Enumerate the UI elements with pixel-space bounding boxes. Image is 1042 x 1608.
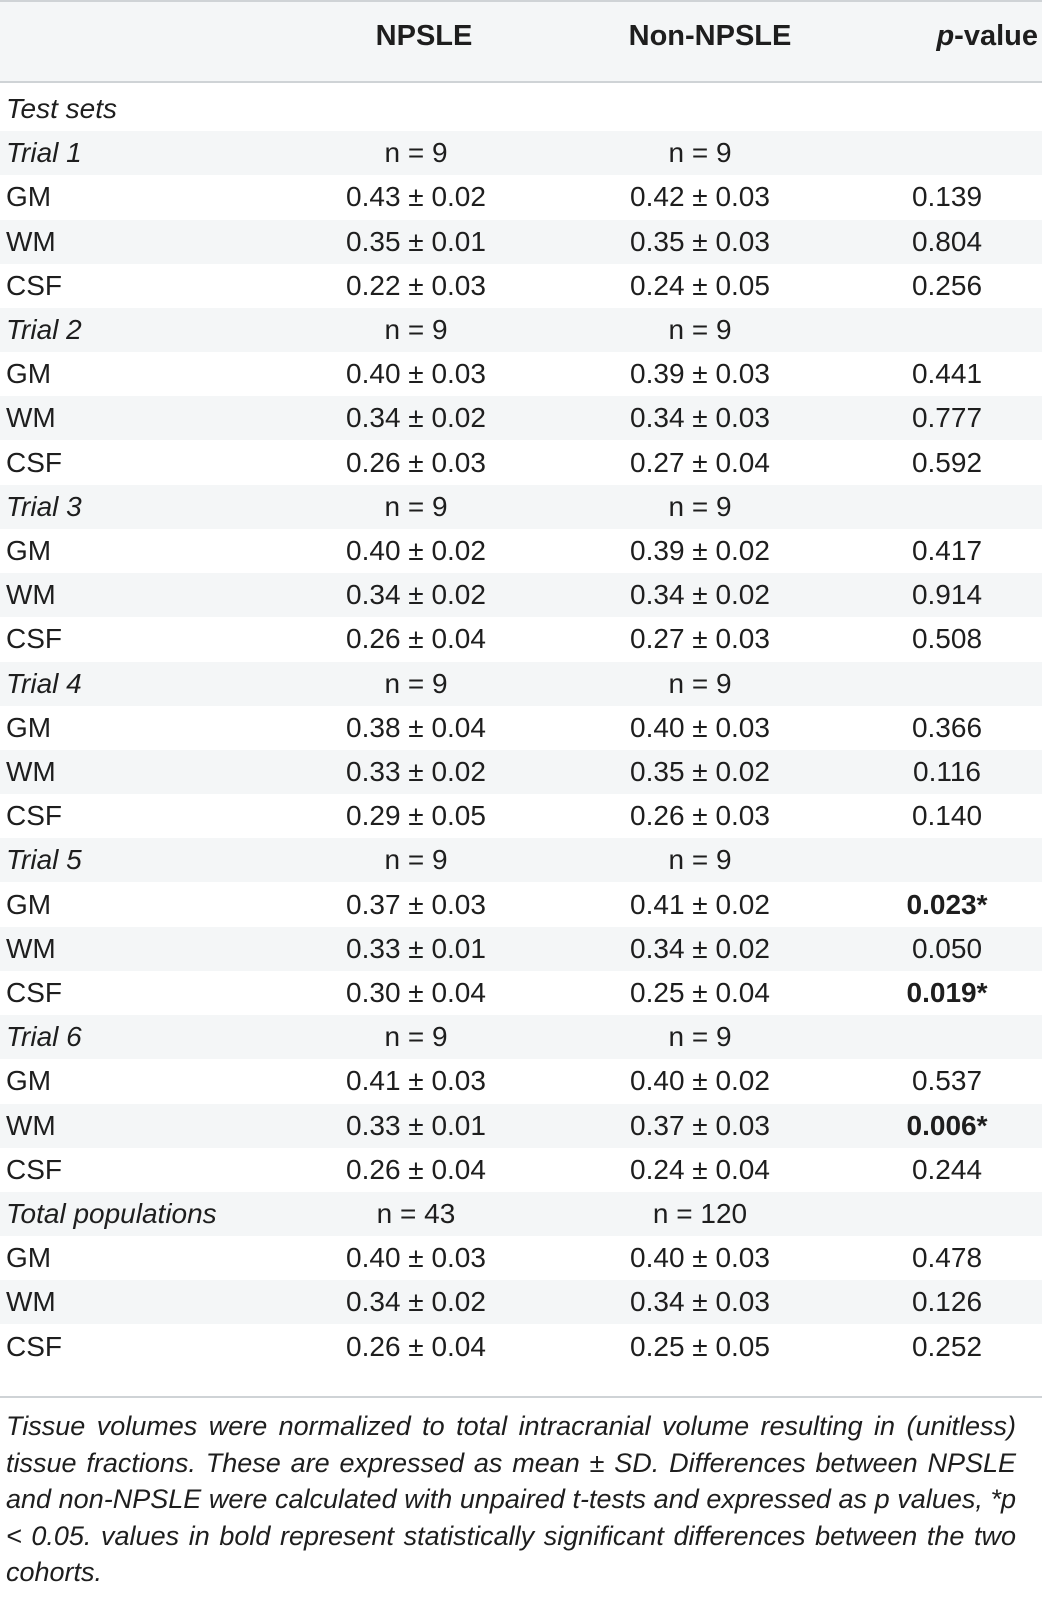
p-value: 0.256 — [911, 269, 983, 301]
table-row — [0, 883, 1042, 927]
table-row — [0, 264, 1042, 308]
row-label: Total populations — [6, 1198, 217, 1229]
table-row — [0, 175, 1042, 219]
p-value: 0.023* — [906, 888, 988, 920]
table-footnote: Tissue volumes were normalized to total intracranial volume resulting in (unitless) tissue fractions. These are expressed as mean ± SD. Differences between NPSLE and non-NPSLE were calculated with unpaired t-tests and expressed as p values, *p < 0.05. values in bold represent statistically significant differences between the two cohorts. — [6, 1411, 1016, 1587]
p-value: 0.777 — [911, 402, 983, 434]
p-value: 0.252 — [911, 1330, 983, 1362]
bottom-rule — [0, 1396, 1042, 1398]
non-npsle-value: n = 9 — [668, 844, 732, 876]
p-value: 0.366 — [911, 711, 983, 743]
npsle-value: 0.33 ± 0.02 — [346, 756, 486, 787]
table-row — [0, 971, 1042, 1015]
row-label: GM — [6, 711, 52, 743]
non-npsle-value: 0.26 ± 0.03 — [630, 800, 770, 832]
npsle-value: 0.26 ± 0.04 — [346, 1153, 486, 1185]
npsle-value: n = 9 — [384, 1021, 448, 1053]
row-label: GM — [6, 1242, 52, 1274]
table-row — [0, 1059, 1042, 1103]
non-npsle-value: 0.25 ± 0.05 — [630, 1330, 770, 1362]
row-label: CSF — [6, 623, 62, 655]
non-npsle-value: n = 120 — [652, 1198, 748, 1229]
table-header — [0, 0, 1042, 82]
table-row — [0, 617, 1042, 661]
p-value: 0.006* — [906, 1109, 988, 1141]
p-value: 0.140 — [911, 800, 983, 832]
table-row — [0, 308, 1042, 352]
non-npsle-value: n = 9 — [668, 137, 732, 169]
npsle-value: 0.38 ± 0.04 — [346, 711, 486, 743]
table-row — [0, 352, 1042, 396]
p-value: 0.441 — [911, 358, 983, 390]
header-non-npsle: Non-NPSLE — [628, 20, 792, 52]
non-npsle-value: 0.37 ± 0.03 — [630, 1109, 770, 1141]
npsle-value: n = 9 — [384, 667, 448, 699]
table-row — [0, 1325, 1042, 1369]
npsle-value: 0.22 ± 0.03 — [346, 269, 486, 301]
npsle-value: n = 43 — [376, 1198, 456, 1229]
row-label: Trial 4 — [6, 667, 82, 699]
npsle-value: 0.37 ± 0.03 — [346, 888, 486, 920]
non-npsle-value: 0.34 ± 0.03 — [630, 402, 770, 434]
row-label: CSF — [6, 1330, 62, 1362]
non-npsle-value: 0.40 ± 0.03 — [630, 1242, 770, 1274]
table-row — [0, 838, 1042, 882]
table-row — [0, 794, 1042, 838]
table-row — [0, 1192, 1042, 1236]
table-row — [0, 87, 1042, 131]
row-label: CSF — [6, 977, 62, 1008]
row-label: GM — [6, 535, 52, 566]
npsle-value: 0.26 ± 0.04 — [346, 623, 486, 655]
row-label: GM — [6, 358, 52, 390]
npsle-value: 0.33 ± 0.01 — [346, 1109, 486, 1141]
table-row — [0, 1236, 1042, 1280]
npsle-value: n = 9 — [384, 490, 448, 522]
non-npsle-value: n = 9 — [668, 490, 732, 522]
row-label: WM — [6, 1109, 56, 1141]
top-rule — [0, 0, 1042, 2]
p-value: 0.478 — [911, 1242, 983, 1274]
row-label: CSF — [6, 800, 62, 832]
p-value: 0.417 — [911, 535, 983, 566]
non-npsle-value: 0.34 ± 0.03 — [630, 1286, 770, 1318]
row-label: WM — [6, 756, 56, 787]
npsle-value: 0.33 ± 0.01 — [346, 932, 486, 964]
row-label: WM — [6, 1286, 56, 1318]
npsle-value: 0.40 ± 0.03 — [346, 1242, 486, 1274]
header-p-value — [880, 20, 1038, 53]
non-npsle-value: 0.41 ± 0.02 — [630, 888, 770, 920]
non-npsle-value: 0.40 ± 0.02 — [630, 1065, 770, 1097]
p-value: 0.508 — [911, 623, 983, 655]
p-value: 0.537 — [911, 1065, 983, 1097]
row-label: WM — [6, 932, 56, 964]
table-row — [0, 131, 1042, 175]
non-npsle-value: 0.35 ± 0.03 — [630, 225, 770, 257]
non-npsle-value: 0.39 ± 0.03 — [630, 358, 770, 390]
npsle-value: 0.35 ± 0.01 — [346, 225, 486, 257]
npsle-value: 0.29 ± 0.05 — [346, 800, 486, 832]
table-row — [0, 706, 1042, 750]
p-value: 0.126 — [911, 1286, 983, 1318]
row-label: Trial 1 — [6, 137, 82, 169]
row-label: Trial 3 — [6, 490, 82, 522]
non-npsle-value: 0.39 ± 0.02 — [630, 535, 770, 566]
non-npsle-value: 0.35 ± 0.02 — [630, 756, 770, 787]
row-label: WM — [6, 225, 56, 257]
non-npsle-value: 0.42 ± 0.03 — [630, 181, 770, 213]
table-row — [0, 1148, 1042, 1192]
non-npsle-value: 0.34 ± 0.02 — [630, 932, 770, 964]
npsle-value: 0.26 ± 0.04 — [346, 1330, 486, 1362]
row-label: WM — [6, 579, 56, 611]
header-rule — [0, 81, 1042, 83]
table-row — [0, 927, 1042, 971]
npsle-value: 0.40 ± 0.02 — [346, 535, 486, 566]
header-p-italic: p — [936, 20, 955, 52]
row-label: Trial 5 — [6, 844, 82, 876]
table-row — [0, 441, 1042, 485]
p-value: 0.804 — [911, 225, 983, 257]
npsle-value: 0.26 ± 0.03 — [346, 446, 486, 478]
table-row — [0, 662, 1042, 706]
p-value: 0.139 — [911, 181, 983, 213]
row-label: CSF — [6, 446, 62, 478]
row-label: WM — [6, 402, 56, 434]
non-npsle-value: 0.27 ± 0.04 — [630, 446, 770, 478]
non-npsle-value: n = 9 — [668, 314, 732, 345]
npsle-value: n = 9 — [384, 314, 448, 345]
p-value: 0.116 — [913, 756, 981, 787]
npsle-value: 0.34 ± 0.02 — [346, 579, 486, 611]
table-row — [0, 750, 1042, 794]
non-npsle-value: 0.25 ± 0.04 — [630, 977, 770, 1008]
row-label: CSF — [6, 1153, 62, 1185]
npsle-value: 0.30 ± 0.04 — [346, 977, 486, 1008]
row-label: Trial 6 — [6, 1021, 82, 1053]
non-npsle-value: 0.34 ± 0.02 — [630, 579, 770, 611]
npsle-value: 0.34 ± 0.02 — [346, 402, 486, 434]
non-npsle-value: n = 9 — [668, 1021, 732, 1053]
row-label: Test sets — [6, 93, 118, 124]
table-row — [0, 1104, 1042, 1148]
header-p-rest: -value — [954, 20, 1038, 52]
npsle-value: 0.41 ± 0.03 — [346, 1065, 486, 1097]
row-label: GM — [6, 181, 52, 213]
row-label: Trial 2 — [6, 314, 82, 345]
table-row — [0, 485, 1042, 529]
header-npsle: NPSLE — [375, 20, 473, 52]
npsle-value: 0.43 ± 0.02 — [346, 181, 486, 213]
table-row — [0, 529, 1042, 573]
row-label: GM — [6, 1065, 52, 1097]
row-label: GM — [6, 888, 52, 920]
npsle-value: n = 9 — [384, 844, 448, 876]
p-value: 0.914 — [911, 579, 983, 611]
non-npsle-value: 0.24 ± 0.05 — [630, 269, 770, 301]
npsle-value: n = 9 — [384, 137, 448, 169]
npsle-value: 0.40 ± 0.03 — [346, 358, 486, 390]
table-row — [0, 1015, 1042, 1059]
table-row — [0, 220, 1042, 264]
table-row — [0, 396, 1042, 440]
non-npsle-value: 0.40 ± 0.03 — [630, 711, 770, 743]
table-row — [0, 573, 1042, 617]
p-value: 0.019* — [906, 977, 988, 1008]
non-npsle-value: n = 9 — [668, 667, 732, 699]
p-value: 0.050 — [911, 932, 983, 964]
p-value: 0.244 — [911, 1153, 983, 1185]
table-row — [0, 1280, 1042, 1324]
non-npsle-value: 0.24 ± 0.04 — [630, 1153, 770, 1185]
p-value: 0.592 — [911, 446, 983, 478]
row-label: CSF — [6, 269, 62, 301]
npsle-value: 0.34 ± 0.02 — [346, 1286, 486, 1318]
non-npsle-value: 0.27 ± 0.03 — [630, 623, 770, 655]
